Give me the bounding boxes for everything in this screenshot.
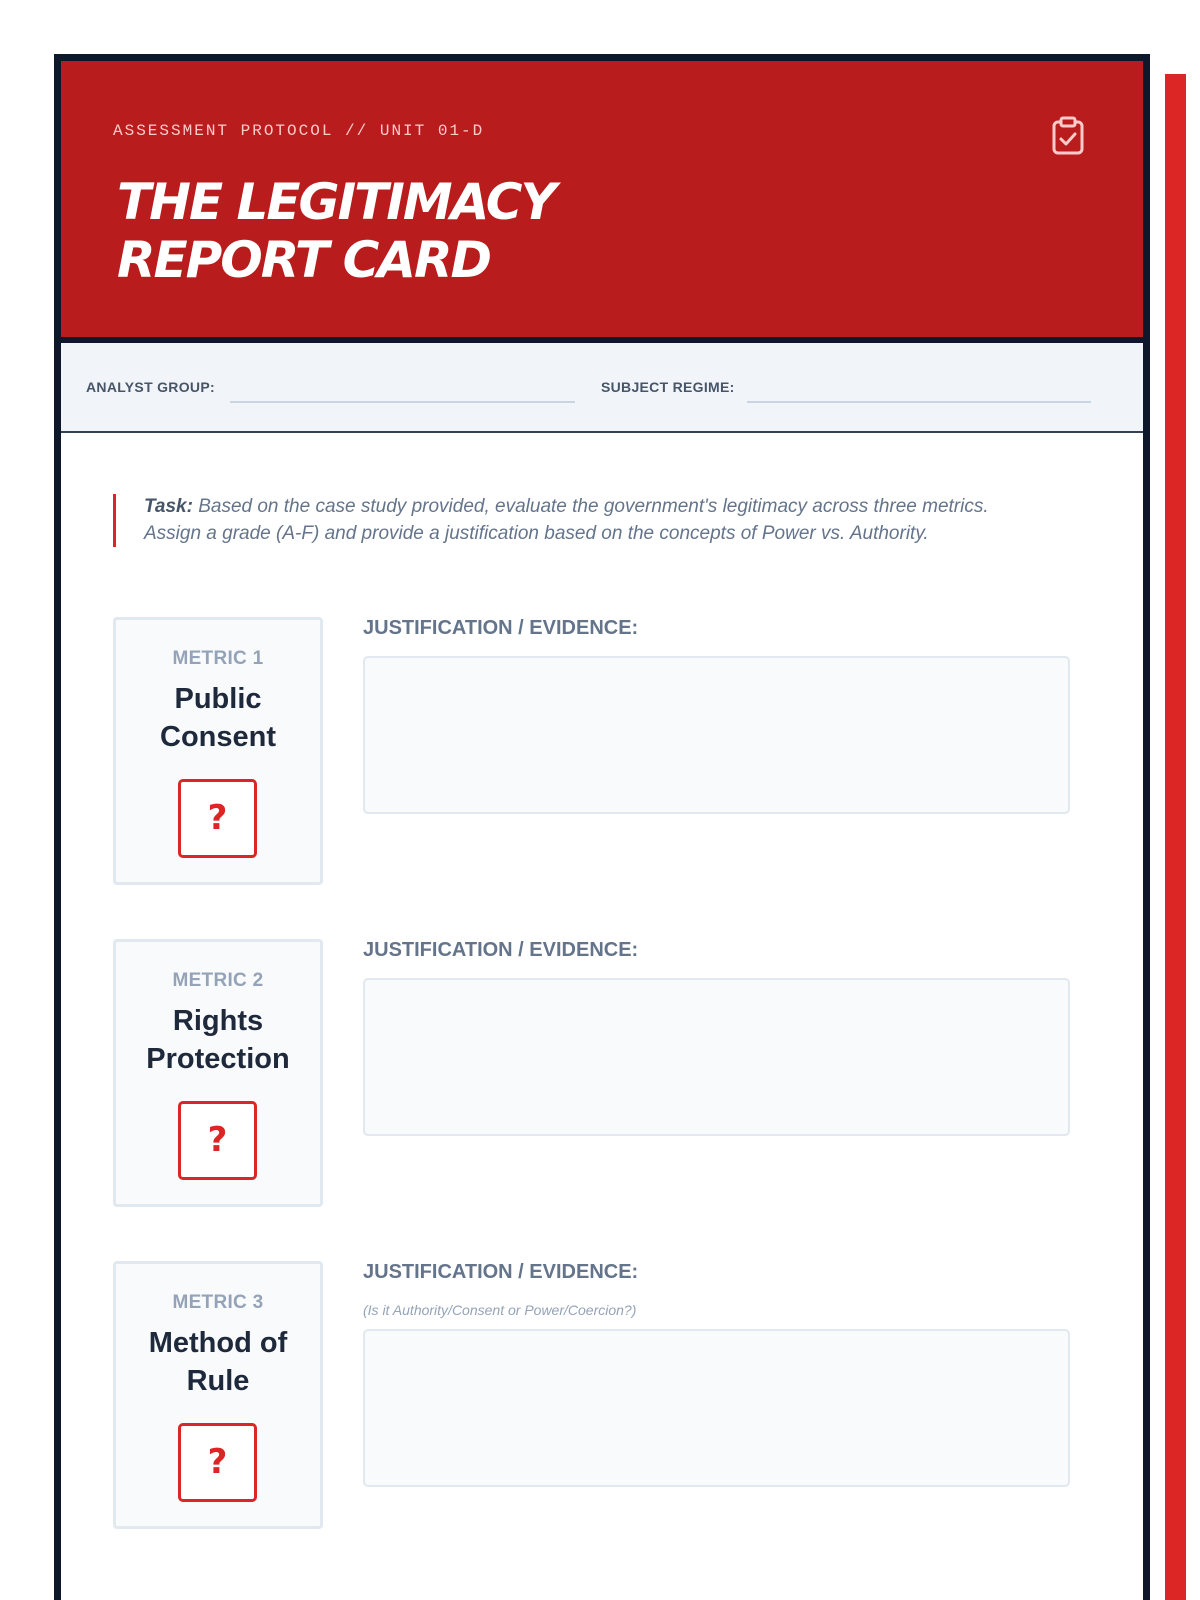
metric-name xyxy=(116,1324,320,1400)
metric-card-method-of-rule xyxy=(113,1261,323,1529)
metric-number: METRIC 1 xyxy=(172,648,264,669)
metric-card-public-consent xyxy=(113,617,323,885)
metric-number: METRIC 3 xyxy=(172,1292,264,1313)
metric-number: METRIC 2 xyxy=(172,970,264,991)
analyst-group-label: ANALYST GROUP: xyxy=(86,379,215,395)
justification-label: JUSTIFICATION / EVIDENCE: xyxy=(363,617,639,639)
metric-name-line-2: Consent xyxy=(160,721,276,753)
info-row xyxy=(61,343,1143,433)
page-title xyxy=(117,173,555,289)
header-banner xyxy=(61,61,1143,343)
grade-box[interactable]: ? xyxy=(178,1101,257,1180)
metric-name-line-1: Rights xyxy=(172,1005,264,1037)
title-line-1: THE LEGITIMACY xyxy=(117,173,555,231)
task-text: Based on the case study provided, evaluate the government's legitimacy across three metrics. Assign a grade (A-F) and provide a justification based on the concepts of Power vs. Authority. xyxy=(144,496,989,544)
title-line-2: REPORT CARD xyxy=(117,231,490,289)
metric-card-rights-protection xyxy=(113,939,323,1207)
metric-name-line-1: Public xyxy=(174,683,262,715)
protocol-label: ASSESSMENT PROTOCOL // UNIT 01-D xyxy=(113,122,485,140)
grade-box[interactable]: ? xyxy=(178,1423,257,1502)
grade-box[interactable]: ? xyxy=(178,779,257,858)
justification-field-rights-protection[interactable] xyxy=(363,978,1070,1136)
analyst-group-field[interactable] xyxy=(230,401,575,403)
justification-hint: (Is it Authority/Consent or Power/Coercion?) xyxy=(363,1302,637,1318)
card-shadow-bar xyxy=(1165,74,1186,1600)
subject-regime-field[interactable] xyxy=(747,401,1091,403)
metric-name xyxy=(116,1002,320,1078)
metric-name xyxy=(116,680,320,756)
justification-field-public-consent[interactable] xyxy=(363,656,1070,814)
report-card xyxy=(54,54,1150,1600)
justification-label: JUSTIFICATION / EVIDENCE: xyxy=(363,939,639,961)
task-lead: Task: xyxy=(144,496,193,517)
metric-name-line-2: Rule xyxy=(186,1365,250,1397)
clipboard-check-icon[interactable] xyxy=(1051,116,1085,156)
task-instructions xyxy=(113,494,1023,547)
metric-name-line-2: Protection xyxy=(146,1043,290,1075)
justification-field-method-of-rule[interactable] xyxy=(363,1329,1070,1487)
justification-label: JUSTIFICATION / EVIDENCE: xyxy=(363,1261,639,1283)
metric-name-line-1: Method of xyxy=(148,1327,288,1359)
subject-regime-label: SUBJECT REGIME: xyxy=(601,379,735,395)
